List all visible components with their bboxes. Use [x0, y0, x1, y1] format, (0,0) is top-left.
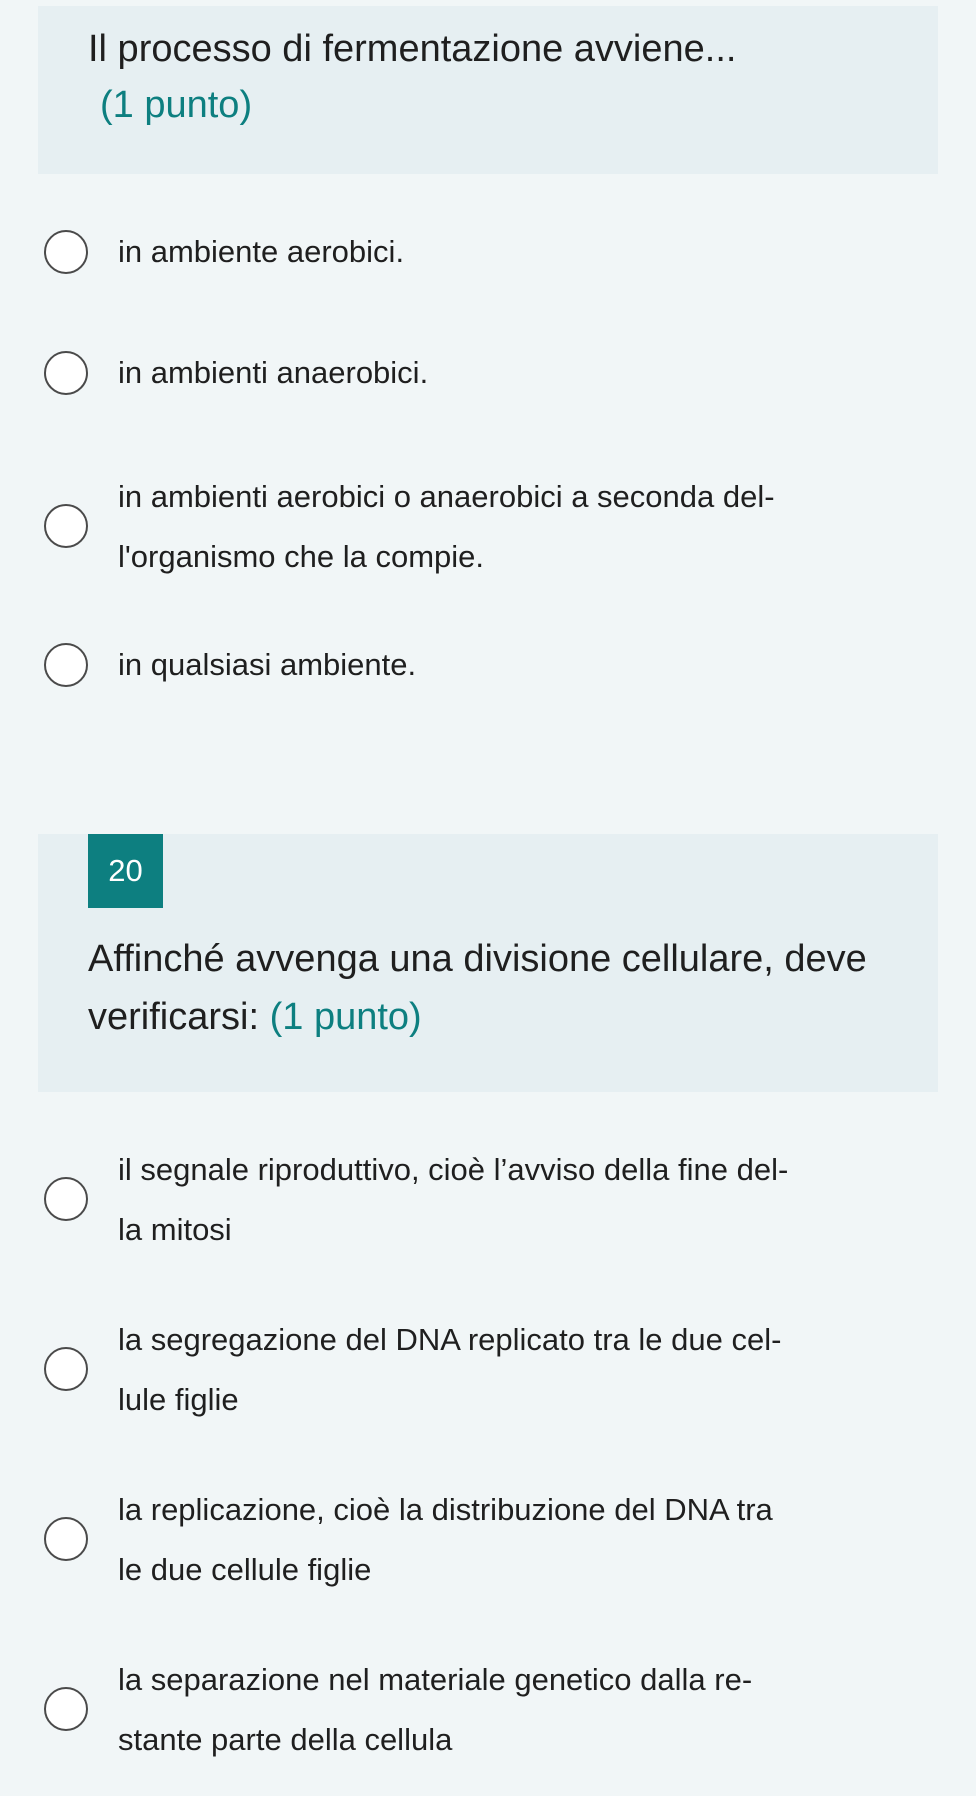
- option-label: in qualsiasi ambiente.: [118, 647, 417, 682]
- option-label: la separazione nel materiale genetico dalla re- stante parte della cellula: [118, 1662, 753, 1757]
- option-label: il segnale riproduttivo, cioè l’avviso della fine del- la mitosi: [118, 1152, 789, 1247]
- question-19-points: (1 punto): [100, 84, 253, 126]
- q19-option-4[interactable]: [38, 635, 938, 695]
- q19-option-1[interactable]: [38, 222, 938, 282]
- radio-button[interactable]: [44, 351, 88, 395]
- option-label: in ambienti anaerobici.: [118, 355, 429, 390]
- option-label: in ambienti aerobici o anaerobici a seconda del- l'organismo che la compie.: [118, 479, 775, 574]
- q19-option-2[interactable]: [38, 343, 938, 403]
- q20-option-4[interactable]: [38, 1650, 938, 1770]
- radio-button[interactable]: [44, 230, 88, 274]
- question-20-header: [38, 834, 938, 1092]
- radio-button[interactable]: [44, 504, 88, 548]
- question-20-text-body: Affinché avvenga una divisione cellulare, deve verificarsi:: [88, 938, 867, 1038]
- q19-option-3[interactable]: [38, 467, 938, 587]
- question-20-text: [88, 930, 908, 1046]
- option-label: la segregazione del DNA replicato tra le due cel- lule figlie: [118, 1322, 782, 1417]
- q20-option-1[interactable]: [38, 1140, 938, 1260]
- radio-button[interactable]: [44, 1347, 88, 1391]
- radio-button[interactable]: [44, 1177, 88, 1221]
- question-19-text: Il processo di fermentazione avviene...: [88, 28, 737, 70]
- question-number-badge: 20: [88, 834, 163, 908]
- radio-button[interactable]: [44, 643, 88, 687]
- option-label: in ambiente aerobici.: [118, 234, 405, 269]
- option-label: la replicazione, cioè la distribuzione del DNA tra le due cellule figlie: [118, 1492, 773, 1587]
- q20-option-2[interactable]: [38, 1310, 938, 1430]
- radio-button[interactable]: [44, 1687, 88, 1731]
- q20-option-3[interactable]: [38, 1480, 938, 1600]
- question-20-points: (1 punto): [269, 996, 422, 1038]
- radio-button[interactable]: [44, 1517, 88, 1561]
- question-19-header: [38, 6, 938, 174]
